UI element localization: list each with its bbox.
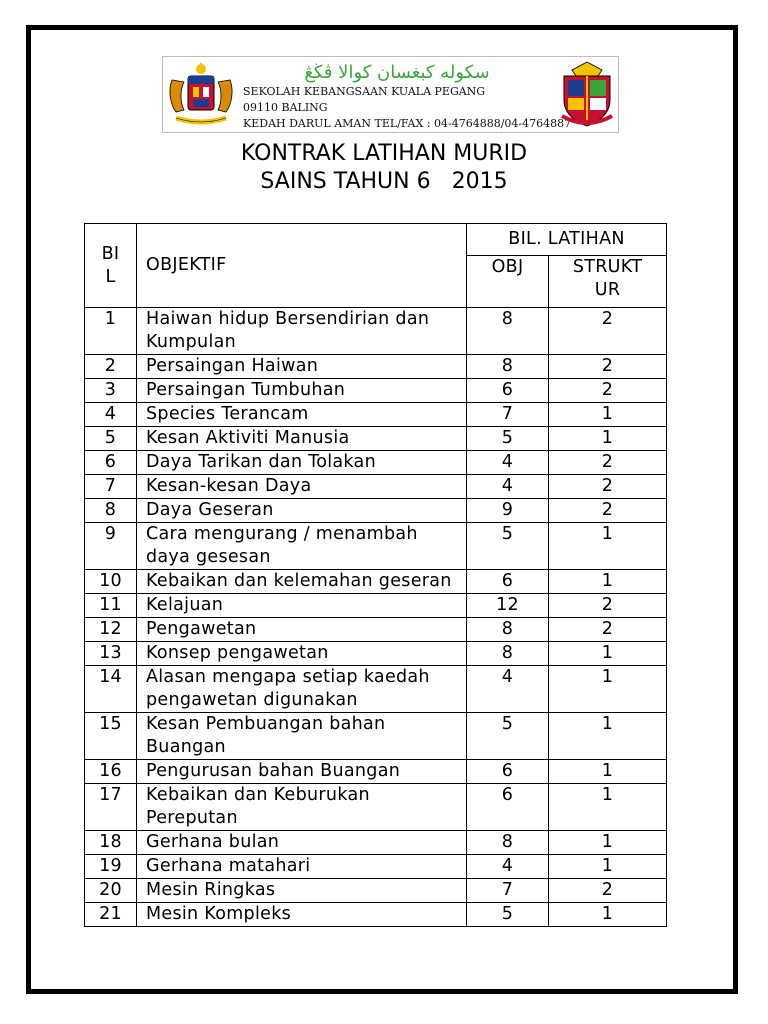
row-struktur: 1 xyxy=(549,831,667,855)
row-objektif: Alasan mengapa setiap kaedah pengawetan digunakan xyxy=(137,666,467,713)
row-bil: 21 xyxy=(85,903,137,927)
row-bil: 7 xyxy=(85,475,137,499)
row-struktur: 2 xyxy=(549,451,667,475)
row-bil: 19 xyxy=(85,855,137,879)
row-struktur: 1 xyxy=(549,642,667,666)
table-row xyxy=(85,642,667,666)
header-bil-latihan: BIL. LATIHAN xyxy=(467,224,667,256)
row-obj: 4 xyxy=(467,475,549,499)
row-objektif: Daya Tarikan dan Tolakan xyxy=(137,451,467,475)
row-bil: 11 xyxy=(85,594,137,618)
table-row xyxy=(85,427,667,451)
table-row xyxy=(85,784,667,831)
page-subtitle: SAINS TAHUN 6 2015 xyxy=(260,169,508,194)
page-title: KONTRAK LATIHAN MURID xyxy=(240,141,528,166)
row-bil: 20 xyxy=(85,879,137,903)
row-struktur: 1 xyxy=(549,427,667,451)
row-obj: 5 xyxy=(467,427,549,451)
row-obj: 6 xyxy=(467,760,549,784)
row-struktur: 1 xyxy=(549,855,667,879)
row-obj: 4 xyxy=(467,666,549,713)
row-struktur: 2 xyxy=(549,594,667,618)
header-struktur: STRUKT UR xyxy=(549,256,667,308)
row-bil: 16 xyxy=(85,760,137,784)
row-bil: 13 xyxy=(85,642,137,666)
row-bil: 6 xyxy=(85,451,137,475)
table-row xyxy=(85,618,667,642)
row-obj: 6 xyxy=(467,784,549,831)
row-struktur: 2 xyxy=(549,379,667,403)
row-objektif: Kebaikan dan Keburukan Pereputan xyxy=(137,784,467,831)
row-obj: 7 xyxy=(467,879,549,903)
row-objektif: Persaingan Haiwan xyxy=(137,355,467,379)
row-struktur: 1 xyxy=(549,713,667,760)
letterhead xyxy=(162,56,619,133)
table-row xyxy=(85,760,667,784)
row-objektif: Kesan-kesan Daya xyxy=(137,475,467,499)
row-objektif: Persaingan Tumbuhan xyxy=(137,379,467,403)
row-bil: 10 xyxy=(85,570,137,594)
row-bil: 2 xyxy=(85,355,137,379)
row-obj: 7 xyxy=(467,403,549,427)
row-struktur: 1 xyxy=(549,523,667,570)
table-row xyxy=(85,879,667,903)
row-struktur: 2 xyxy=(549,355,667,379)
table-body xyxy=(85,308,667,927)
row-objektif: Species Terancam xyxy=(137,403,467,427)
header-bil: BI L xyxy=(85,224,137,308)
row-bil: 15 xyxy=(85,713,137,760)
table-header-row xyxy=(85,224,667,256)
row-struktur: 2 xyxy=(549,618,667,642)
row-obj: 8 xyxy=(467,642,549,666)
row-objektif: Mesin Ringkas xyxy=(137,879,467,903)
table-row xyxy=(85,451,667,475)
row-obj: 6 xyxy=(467,570,549,594)
table-row xyxy=(85,403,667,427)
row-objektif: Kelajuan xyxy=(137,594,467,618)
school-crest-icon xyxy=(558,60,616,130)
row-struktur: 2 xyxy=(549,308,667,355)
table-row xyxy=(85,570,667,594)
table-row xyxy=(85,831,667,855)
jawi-school-name xyxy=(239,59,555,85)
row-objektif: Kesan Aktiviti Manusia xyxy=(137,427,467,451)
school-name: SEKOLAH KEBANGSAAN KUALA PEGANG xyxy=(243,85,486,98)
row-struktur: 1 xyxy=(549,760,667,784)
row-objektif: Mesin Kompleks xyxy=(137,903,467,927)
row-bil: 8 xyxy=(85,499,137,523)
row-obj: 8 xyxy=(467,618,549,642)
malaysia-coat-of-arms-icon xyxy=(166,60,236,130)
school-address: KEDAH DARUL AMAN TEL/FAX : 04-4764888/04-4764887 xyxy=(243,117,572,130)
row-objektif: Kebaikan dan kelemahan geseran xyxy=(137,570,467,594)
table-row xyxy=(85,855,667,879)
table-row xyxy=(85,355,667,379)
row-obj: 12 xyxy=(467,594,549,618)
row-struktur: 2 xyxy=(549,879,667,903)
school-postcode: 09110 BALING xyxy=(243,101,328,114)
row-bil: 17 xyxy=(85,784,137,831)
row-obj: 4 xyxy=(467,855,549,879)
table-row xyxy=(85,499,667,523)
row-obj: 4 xyxy=(467,451,549,475)
row-objektif: Haiwan hidup Bersendirian dan Kumpulan xyxy=(137,308,467,355)
row-objektif: Daya Geseran xyxy=(137,499,467,523)
header-obj: OBJ xyxy=(467,256,549,308)
row-struktur: 1 xyxy=(549,666,667,713)
row-bil: 5 xyxy=(85,427,137,451)
row-obj: 8 xyxy=(467,831,549,855)
row-obj: 5 xyxy=(467,523,549,570)
table-row xyxy=(85,379,667,403)
row-bil: 12 xyxy=(85,618,137,642)
table-row xyxy=(85,903,667,927)
row-objektif: Konsep pengawetan xyxy=(137,642,467,666)
table-row xyxy=(85,308,667,355)
row-struktur: 1 xyxy=(549,570,667,594)
table-row xyxy=(85,666,667,713)
table-row xyxy=(85,475,667,499)
row-bil: 14 xyxy=(85,666,137,713)
jawi-text: سكولە كبغسان كوالا ڤڬڠ xyxy=(304,62,490,83)
header-objektif: OBJEKTIF xyxy=(137,224,467,308)
row-bil: 4 xyxy=(85,403,137,427)
row-objektif: Cara mengurang / menambah daya gesesan xyxy=(137,523,467,570)
row-bil: 3 xyxy=(85,379,137,403)
row-bil: 18 xyxy=(85,831,137,855)
table-row xyxy=(85,594,667,618)
row-obj: 8 xyxy=(467,355,549,379)
row-struktur: 1 xyxy=(549,903,667,927)
row-struktur: 1 xyxy=(549,784,667,831)
row-obj: 5 xyxy=(467,903,549,927)
row-obj: 9 xyxy=(467,499,549,523)
row-obj: 5 xyxy=(467,713,549,760)
row-objektif: Pengawetan xyxy=(137,618,467,642)
row-struktur: 1 xyxy=(549,403,667,427)
row-struktur: 2 xyxy=(549,499,667,523)
row-objektif: Pengurusan bahan Buangan xyxy=(137,760,467,784)
row-objektif: Kesan Pembuangan bahan Buangan xyxy=(137,713,467,760)
row-struktur: 2 xyxy=(549,475,667,499)
row-objektif: Gerhana bulan xyxy=(137,831,467,855)
row-bil: 9 xyxy=(85,523,137,570)
row-objektif: Gerhana matahari xyxy=(137,855,467,879)
row-bil: 1 xyxy=(85,308,137,355)
row-obj: 6 xyxy=(467,379,549,403)
table-row xyxy=(85,713,667,760)
contract-table xyxy=(84,223,667,927)
row-obj: 8 xyxy=(467,308,549,355)
table-row xyxy=(85,523,667,570)
